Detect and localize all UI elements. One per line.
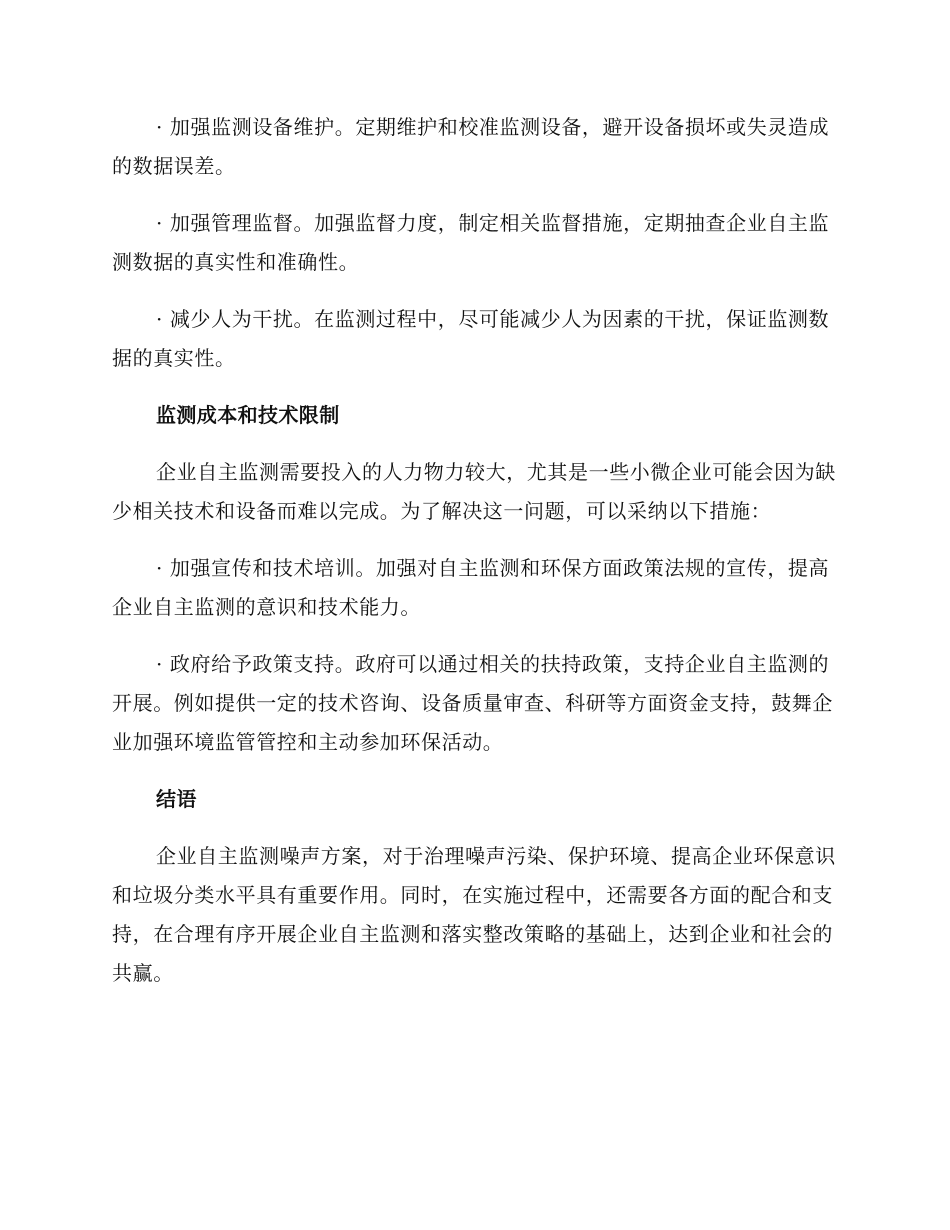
section-heading-conclusion: 结语 [156, 787, 197, 811]
bullet-paragraph-equipment-maintenance: · 加强监测设备维护。定期维护和校准监测设备，避开设备损坏或失灵造成的数据误差。 [112, 115, 830, 178]
bullet-paragraph-training: · 加强宣传和技术培训。加强对自主监测和环保方面政策法规的宣传，提高企业自主监测的意识和技术能力。 [112, 556, 830, 619]
bullet-paragraph-reduce-interference: · 减少人为干扰。在监测过程中，尽可能减少人为因素的干扰，保证监测数据的真实性。 [112, 307, 830, 370]
bullet-paragraph-management-supervision: · 加强管理监督。加强监督力度，制定相关监督措施，定期抽查企业自主监测数据的真实性和准确性。 [112, 211, 830, 274]
document-page [112, 108, 840, 993]
bullet-paragraph-policy-support: · 政府给予政策支持。政府可以通过相关的扶持政策，支持企业自主监测的开展。例如提供一定的技术咨询、设备质量审查、科研等方面资金支持，鼓舞企业加强环境监管管控和主动参加环保活动。 [112, 652, 833, 754]
body-paragraph-conclusion: 企业自主监测噪声方案，对于治理噪声污染、保护环境、提高企业环保意识和垃圾分类水平具有重要作用。同时，在实施过程中，还需要各方面的配合和支持，在合理有序开展企业自主监测和落实整改策略的基础上，达到企业和社会的共赢。 [112, 844, 836, 985]
body-paragraph-cost-intro: 企业自主监测需要投入的人力物力较大，尤其是一些小微企业可能会因为缺少相关技术和设备而难以完成。为了解决这一问题，可以采纳以下措施： [112, 460, 836, 523]
section-heading-cost-and-tech: 监测成本和技术限制 [156, 403, 340, 427]
